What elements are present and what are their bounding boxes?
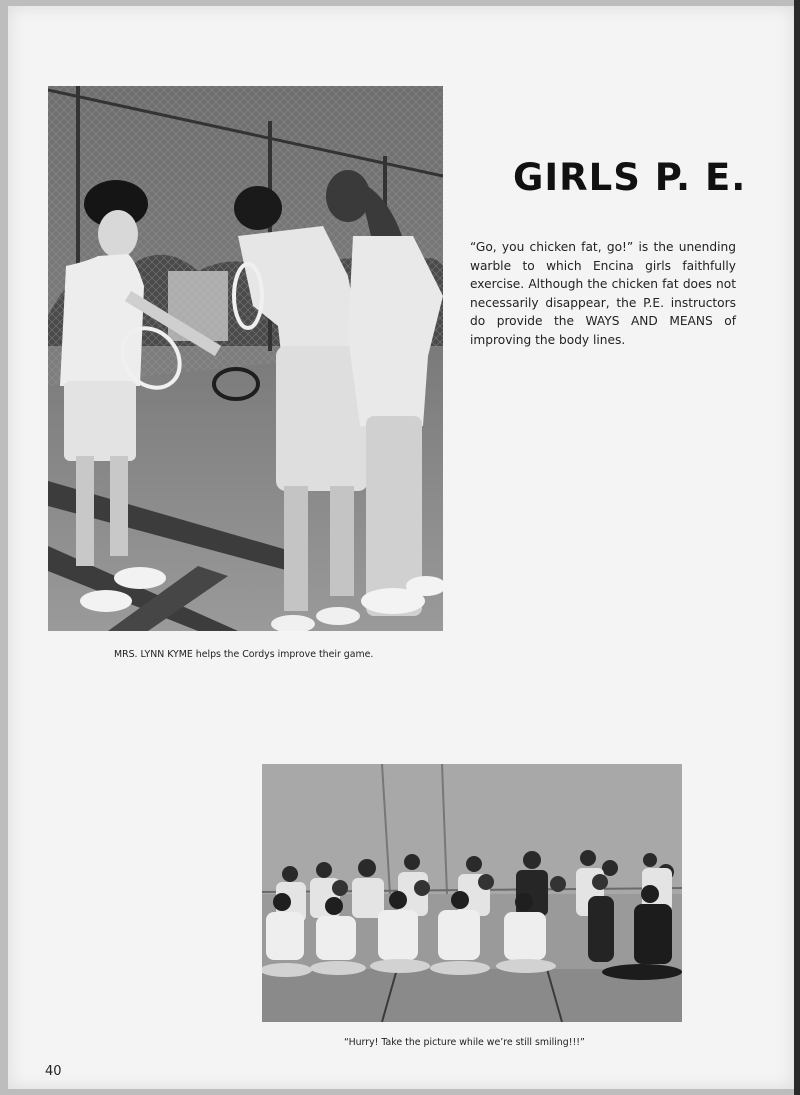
tennis-instruction-photo [48,86,443,631]
group-photo-caption: “Hurry! Take the picture while we’re still smiling!!!” [344,1037,585,1048]
page-number: 40 [45,1064,62,1079]
article-body: “Go, you chicken fat, go!” is the unending warble to which Encina girls faithfully exercise. Although the chicken fat does not necessarily disappear, the P.E. instructors do provide the WAYS AND MEANS of improving the body lines. [470,240,736,347]
page-binding-edge [794,0,800,1095]
group-photo [262,764,682,1022]
page-title: GIRLS P. E. [513,156,747,199]
tennis-photo-caption: MRS. LYNN KYME helps the Cordys improve their game. [114,649,374,660]
yearbook-page [8,6,794,1089]
